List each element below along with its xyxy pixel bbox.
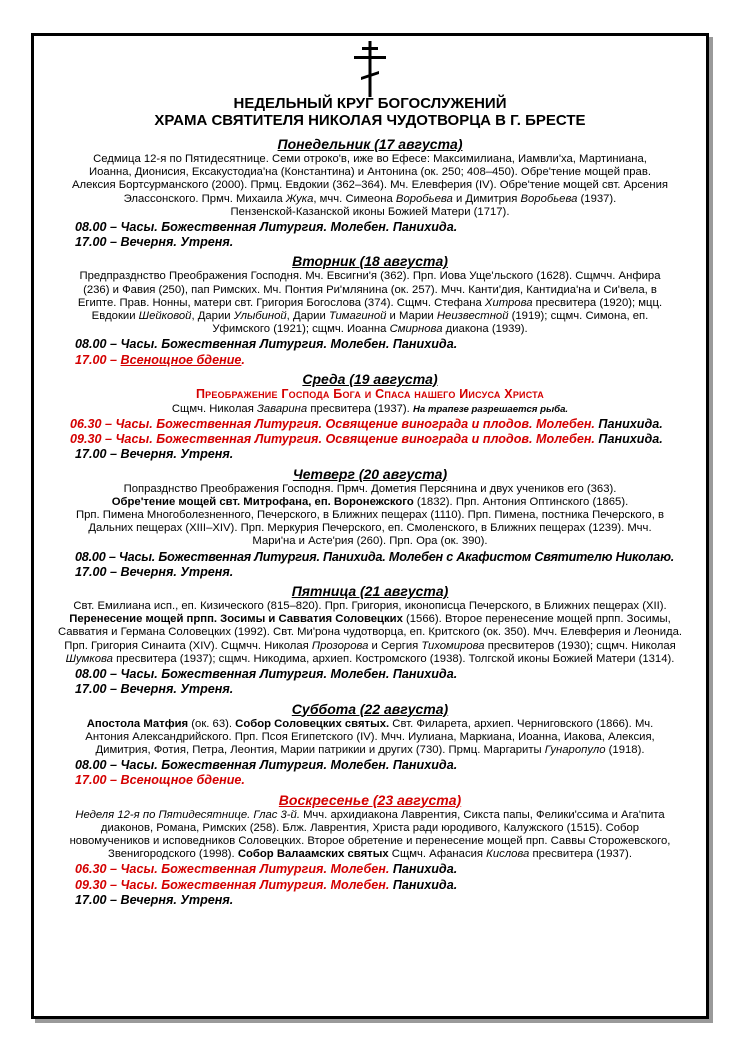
schedule-content <box>34 133 706 908</box>
desc-line: Мчч. архидиакона Лаврентия, Сикста папы, Фелики'ссима и Ага'пита <box>299 808 665 821</box>
service-item: 17.00 – Вечерня. Утреня. <box>75 564 234 579</box>
desc-line: пресвитера (1937); сщмч. Никодима, архиеп. Костромского (1938). Толгской иконы Божией Матери (1314). <box>112 652 675 665</box>
service-name: Всенощное бдение <box>120 352 242 367</box>
day-description-friday <box>40 600 700 666</box>
service-red: 06.30 – Часы. Божественная Литургия. Молебен. <box>75 862 390 877</box>
service-item <box>70 432 700 447</box>
desc-line: Предпразднство Преображения Господня. Мч. Евсигни'я (362). Прп. Иова Уще'льского (1628). Сщмчч. Анфира <box>79 270 661 283</box>
desc-italic: Хитрова <box>484 296 533 309</box>
service-item: 17.00 – Вечерня. Утреня. <box>75 235 234 250</box>
desc-italic: Гунаропуло <box>544 743 606 756</box>
service-item: 08.00 – Часы. Божественная Литургия. Молебен. Панихида. <box>75 220 458 235</box>
desc-line: Иоанна, Дионисия, Ексакустодиа'на (Константина) и Антонина (ок. 250; 408–450). Обре'тение мощей прав. <box>89 166 651 179</box>
desc-line: (ок. 63). <box>188 717 236 730</box>
service-black: Панихида. <box>389 862 458 877</box>
desc-italic: Неделя 12-я по Пятидесятнице. Глас 3-й. <box>75 808 300 821</box>
desc-line: Пензенской-Казанской иконы Божией Матери (1717). <box>230 205 510 218</box>
day-heading-wednesday: Среда (19 августа) <box>302 370 438 387</box>
service-item <box>75 878 700 893</box>
day-description-saturday <box>40 718 700 758</box>
desc-line: и Димитрия <box>452 192 521 205</box>
service-item: 08.00 – Часы. Божественная Литургия. Молебен. Панихида. <box>75 667 458 682</box>
desc-italic: Заварина <box>256 402 308 415</box>
fasting-note: На трапезе разрешается рыба. <box>412 403 569 415</box>
desc-line: пресвитера (1937). <box>307 402 413 415</box>
service-item <box>75 862 700 877</box>
desc-line: , Дарии <box>286 310 329 323</box>
desc-line: Сщмч. Николая <box>171 402 257 415</box>
day-heading-tuesday: Вторник (18 августа) <box>292 253 448 270</box>
desc-line: (1832). Прп. Антония Оптинского (1865). <box>413 495 629 508</box>
desc-line: (1937). <box>577 192 617 205</box>
desc-italic: Смирнова <box>389 323 443 336</box>
day-heading-friday: Пятница (21 августа) <box>291 583 449 600</box>
desc-line: (236) и Фавия (250), пап Римских. Мч. Понтия Ри'млянина (ок. 257). Мчч. Канти'дия, Кантидиа'на и Си'вела, в <box>83 283 657 296</box>
desc-line: Антония Александрийского. Прп. Псоя Египетского (IV). Мчч. Иулиана, Маркиана, Иоанна, Иакова, Алексия, <box>85 730 655 743</box>
desc-line: диаконов, Романа, Римских (258). Блж. Лаврентия, Христа ради юродивого, Калужского (1515). Собор <box>100 821 640 834</box>
title-line-1: НЕДЕЛЬНЫЙ КРУГ БОГОСЛУЖЕНИЙ <box>233 95 507 112</box>
desc-line: новомучеников и исповедников Соловецких. Второе обретение и перенесение мощей прп. Саввы Сторожевского, <box>69 834 671 847</box>
desc-italic: Тихомирова <box>421 639 485 652</box>
desc-italic: Прозорова <box>311 639 369 652</box>
service-end: . <box>241 352 245 367</box>
desc-italic: Шейковой <box>138 310 192 323</box>
desc-line: Попразднство Преображения Господня. Прмч. Дометия Персянина и двух учеников его (363). <box>123 482 617 495</box>
desc-line: пресвитеров (1930); сщмч. Николая <box>484 639 676 652</box>
desc-italic: Шумкова <box>65 652 113 665</box>
desc-bold: Апостола Матфия <box>86 717 189 730</box>
service-red: 09.30 – Часы. Божественная Литургия. Освящение винограда и плодов. Молебен. <box>70 432 595 447</box>
orthodox-cross-icon <box>352 41 388 97</box>
desc-bold: Собор Валаамских святых <box>237 848 389 861</box>
feast-title: Преображение Господа Бога и Спаса нашего Иисуса Христа <box>195 386 545 401</box>
service-item: 17.00 – Вечерня. Утреня. <box>75 892 234 907</box>
service-time: 17.00 – <box>75 352 121 367</box>
service-black: Панихида. <box>389 877 458 892</box>
desc-line: Савватия и Германа Соловецких (1992). Свт. Ми'рона чудотворца, еп. Критского (ок. 350). Мчч. Елевферия и Леонида. <box>57 626 683 639</box>
service-red: 06.30 – Часы. Божественная Литургия. Освящение винограда и плодов. Молебен. <box>70 417 595 432</box>
day-heading-saturday: Суббота (22 августа) <box>291 700 449 717</box>
title-line-2: ХРАМА СВЯТИТЕЛЯ НИКОЛАЯ ЧУДОТВОРЦА В Г. БРЕСТЕ <box>154 112 586 129</box>
page-frame <box>31 33 709 1019</box>
day-description-sunday <box>40 809 700 862</box>
desc-italic: Кислова <box>486 848 530 861</box>
desc-line: Евдокии <box>91 310 139 323</box>
desc-line: и Сергия <box>368 639 422 652</box>
desc-line: (1919); сщмч. Симона, еп. <box>508 310 649 323</box>
desc-bold: Собор Соловецких святых. <box>235 717 390 730</box>
service-black: Панихида. <box>594 432 663 447</box>
desc-line: и Марии <box>386 310 437 323</box>
desc-line: Египте. Прав. Нонны, матери свт. Григория Богослова (374). Сщмч. Стефана <box>77 296 485 309</box>
service-item-vigil <box>75 353 700 368</box>
desc-line: , мчч. Симеона <box>313 192 396 205</box>
desc-line: Элассонского. Прмч. Михаила <box>123 192 286 205</box>
desc-line: пресвитера (1920); мцц. <box>532 296 663 309</box>
service-item: 08.00 – Часы. Божественная Литургия. Молебен. Панихида. <box>75 758 458 773</box>
desc-line: Прп. Григория Синаита (XIV). Сщмчч. Николая <box>64 639 312 652</box>
desc-line: Звенигородского (1998). <box>108 848 238 861</box>
desc-italic: Улыбиной <box>233 310 287 323</box>
service-item: 08.00 – Часы. Божественная Литургия. Панихида. Молебен с Акафистом Святителю Николаю. <box>75 549 675 564</box>
service-item: 17.00 – Вечерня. Утреня. <box>75 682 234 697</box>
day-description-thursday <box>40 483 700 549</box>
desc-italic: Воробьева <box>395 192 453 205</box>
desc-italic: Тимагиной <box>328 310 387 323</box>
day-heading-monday: Понедельник (17 августа) <box>277 136 463 152</box>
desc-line: пресвитера (1937). <box>529 848 632 861</box>
desc-line: Седмица 12-я по Пятидесятнице. Семи отроко'в, иже во Ефесе: Максимилиана, Иамвли'ха, Мартиниана, <box>93 153 647 165</box>
desc-line: Уфимского (1921); сщмч. Иоанна <box>212 323 390 336</box>
desc-line: Алексия Бортсурманского (2000). Прмц. Евдокии (362–364). Мч. Елевферия (IV). Обре'тение мощей свт. Арсения <box>72 179 668 192</box>
desc-line: (1566). Второе перенесение мощей прпп. Зосимы, <box>402 613 671 626</box>
desc-line: Свт. Филарета, архиеп. Черниговского (1866). Мч. <box>389 717 654 730</box>
desc-italic: Жука <box>285 192 314 205</box>
desc-line: , Дарии <box>191 310 234 323</box>
service-item: 17.00 – Вечерня. Утреня. <box>75 447 234 462</box>
service-black: Панихида. <box>594 417 663 432</box>
desc-bold: Обре'тение мощей свт. Митрофана, еп. Воронежского <box>111 495 414 508</box>
desc-line: Сщмч. Афанасия <box>388 848 487 861</box>
desc-italic: Воробьева <box>520 192 578 205</box>
desc-line: (1918). <box>605 743 645 756</box>
day-description-monday <box>40 153 700 219</box>
service-item-vigil: 17.00 – Всенощное бдение. <box>75 773 245 788</box>
day-heading-sunday: Воскресенье (23 августа) <box>278 791 462 808</box>
day-description-tuesday <box>40 270 700 336</box>
desc-bold: Перенесение мощей прпп. Зосимы и Савватия Соловецких <box>69 613 403 626</box>
service-red: 09.30 – Часы. Божественная Литургия. Молебен. <box>75 877 390 892</box>
desc-line: Мари'на и Асте'рия (260). Прп. Ора (ок. 390). <box>252 535 488 548</box>
document-title <box>34 95 706 129</box>
desc-line: Свт. Емилиана исп., еп. Кизического (815–820). Прп. Григория, иконописца Печерского, в Ближних пещерах (XII). <box>73 600 667 613</box>
desc-line: Димитрия, Фотия, Петра, Леонтия, Марии патрикии и других (730). Прмц. Маргариты <box>95 743 545 756</box>
desc-italic: Неизвестной <box>436 310 509 323</box>
day-description-wednesday <box>40 403 700 416</box>
service-item: 08.00 – Часы. Божественная Литургия. Молебен. Панихида. <box>75 337 458 352</box>
desc-line: Дальних пещерах (XIII–XIV). Прп. Меркурия Печерского, еп. Смоленского, в Ближних пещерах (1239). Мчч. <box>88 522 652 535</box>
day-heading-thursday: Четверг (20 августа) <box>292 465 448 482</box>
service-item <box>70 417 700 432</box>
desc-line: Прп. Пимена Многоболезненного, Печерского, в Ближних пещерах (1110). Прп. Пимена, постника Печерского, в <box>75 509 664 522</box>
desc-line: диакона (1939). <box>442 323 528 336</box>
